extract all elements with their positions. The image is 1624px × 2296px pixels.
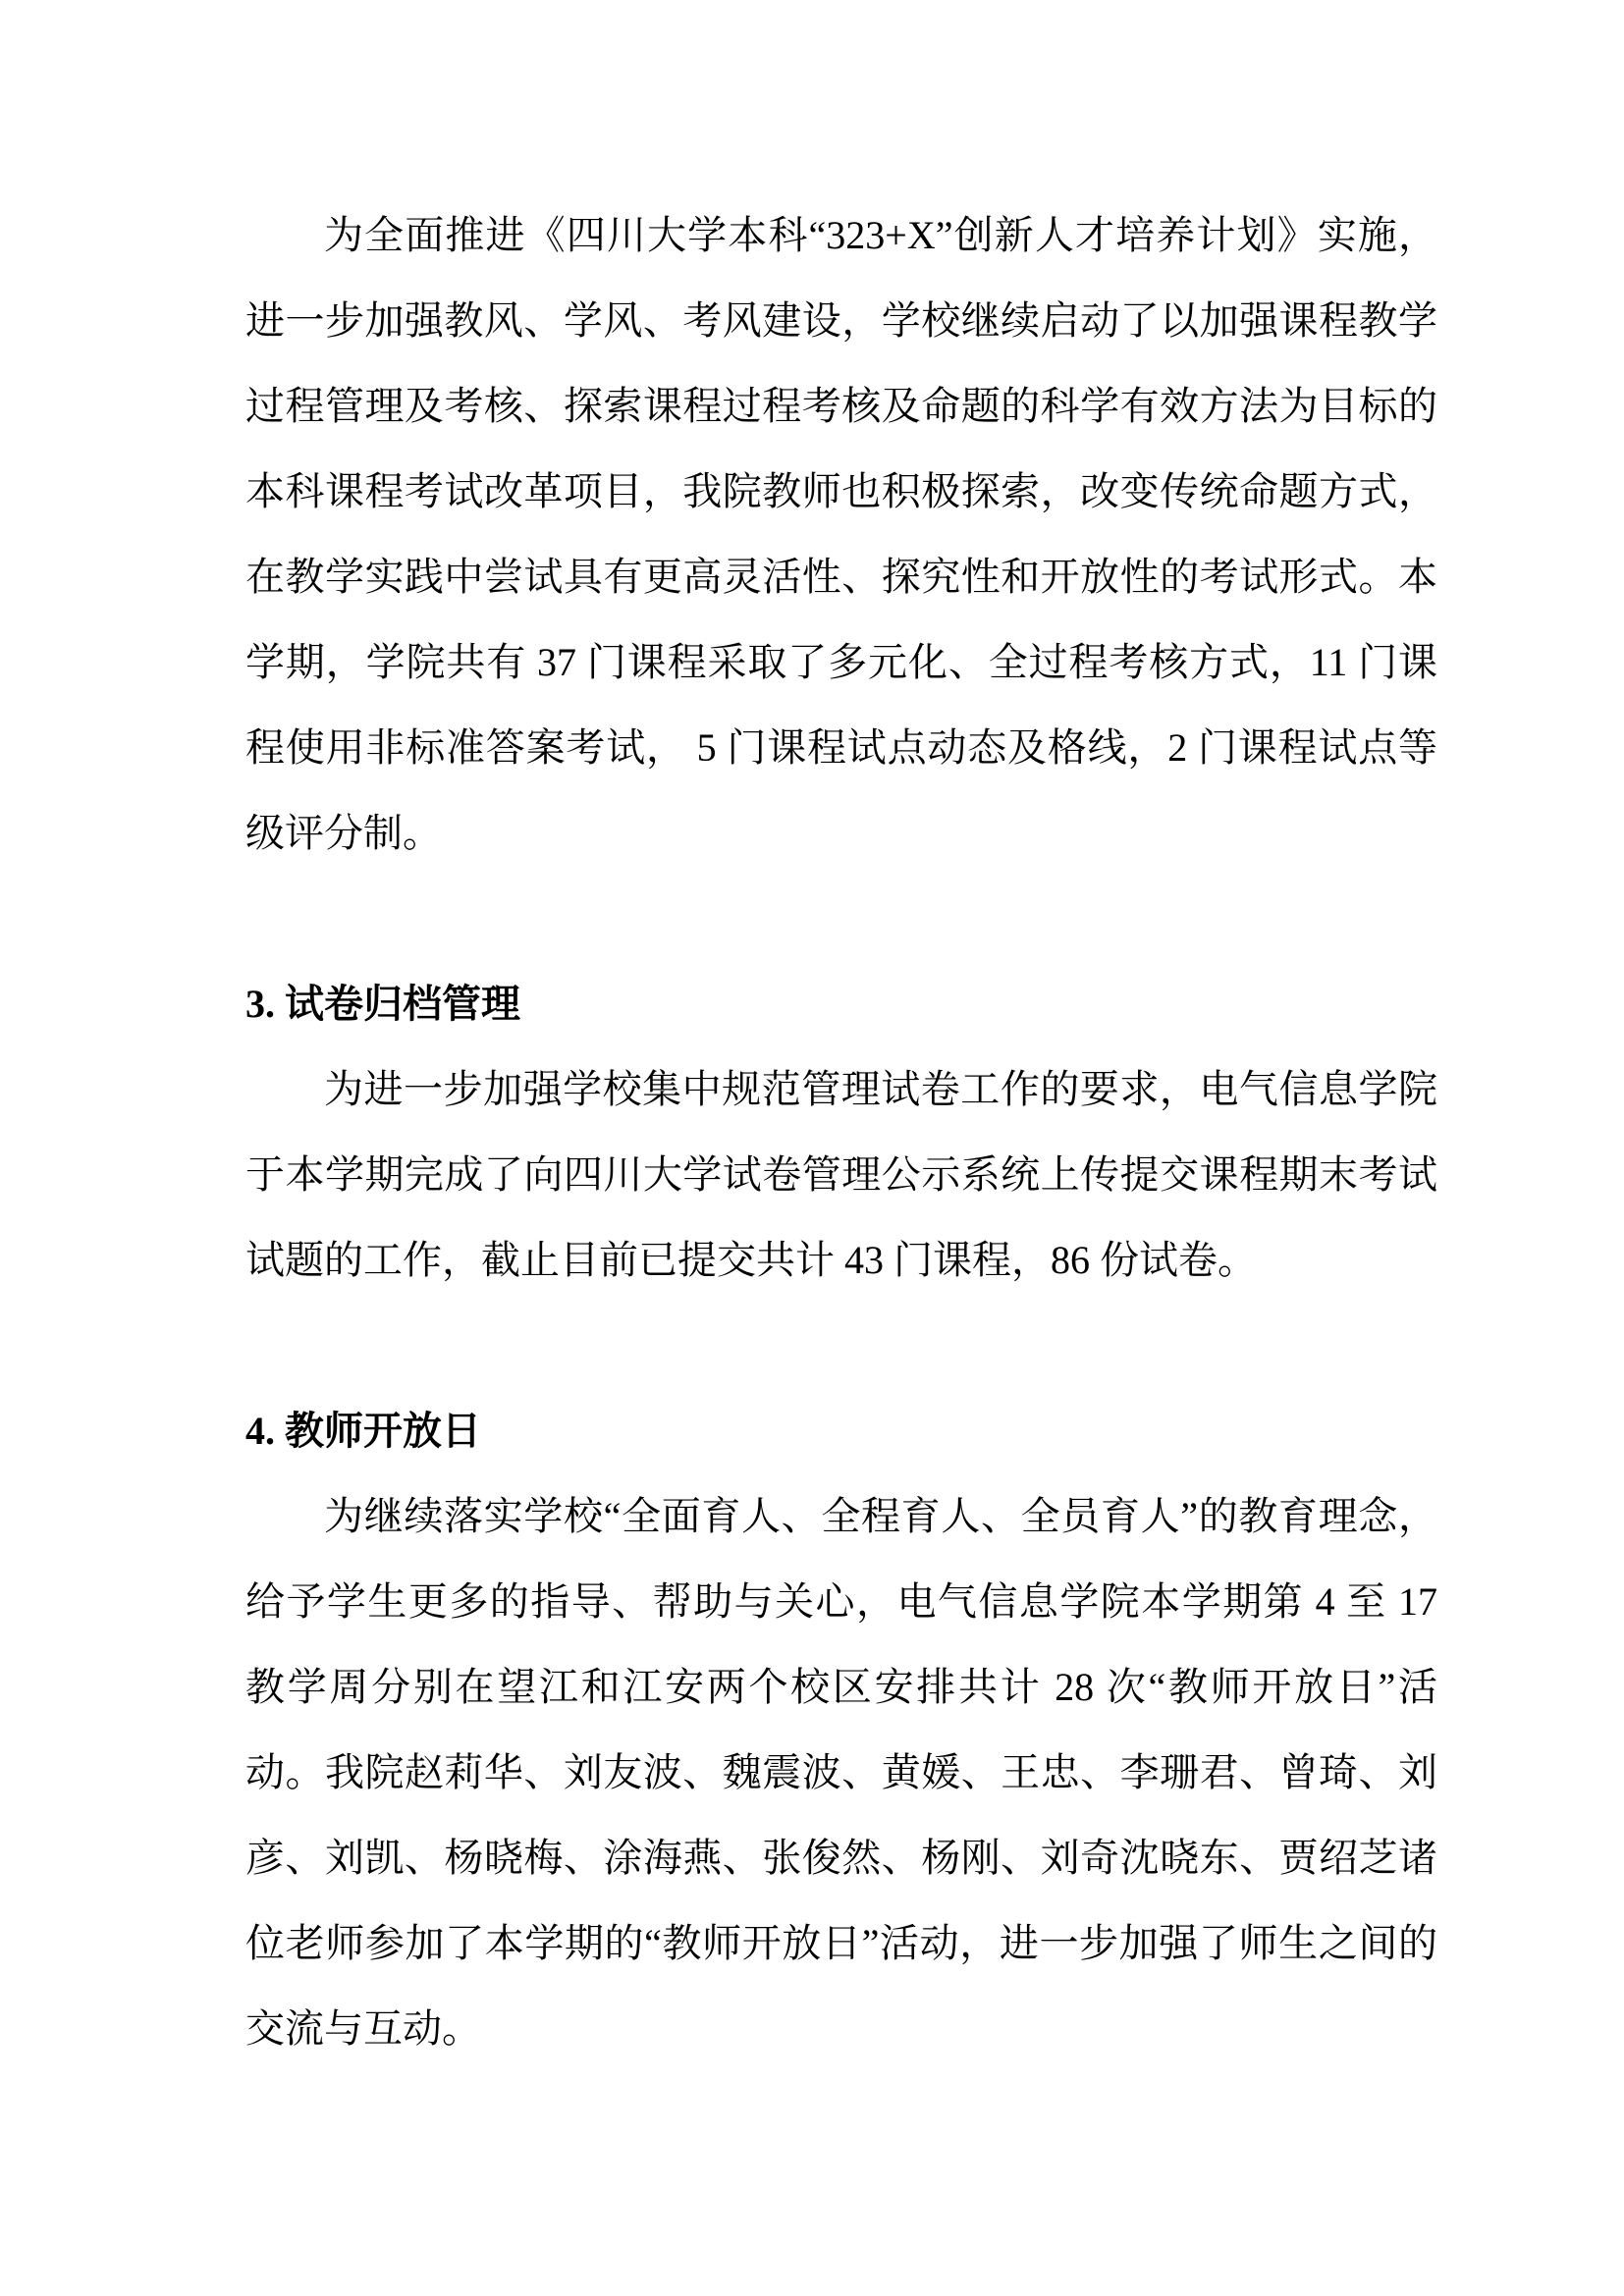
heading-teacher-open-day: 4. 教师开放日 (245, 1409, 481, 1453)
paragraph-archive-management: 为进一步加强学校集中规范管理试卷工作的要求，电气信息学院于本学期完成了向四川大学试卷管理公示系统上传提交课程期末考试试题的工作，截止目前已提交共计 43 门课程，86 份试卷。 (245, 1067, 1437, 1282)
heading-archive-management: 3. 试卷归档管理 (245, 982, 520, 1026)
paragraph-exam-reform: 为全面推进《四川大学本科“323+X”创新人才培养计划》实施，进一步加强教风、学风、考风建设，学校继续启动了以加强课程教学过程管理及考核、探索课程过程考核及命题的科学有效方法为目标的本科课程考试改革项目，我院教师也积极探索，改变传统命题方式，在教学实践中尝试具有更高灵活性、探究性和开放性的考试形式。本学期，学院共有 37 门课程采取了多元化、全过程考核方式，11 门课程使用非标准答案考试， 5 门课程试点动态及格线，2 门课程试点等级评分制。 (245, 213, 1437, 855)
paragraph-teacher-open-day: 为继续落实学校“全面育人、全程育人、全员育人”的教育理念，给予学生更多的指导、帮助与关心，电气信息学院本学期第 4 至 17 教学周分别在望江和江安两个校区安排共计 28 次“教师开放日”活动。我院赵莉华、刘友波、魏震波、黄媛、王忠、李珊君、曾琦、刘彦、刘凯、杨晓梅、涂海燕、张俊然、杨刚、刘奇沈晓东、贾绍芝诸位老师参加了本学期的“教师开放日”活动，进一步加强了师生之间的交流与互动。 (245, 1494, 1437, 2051)
